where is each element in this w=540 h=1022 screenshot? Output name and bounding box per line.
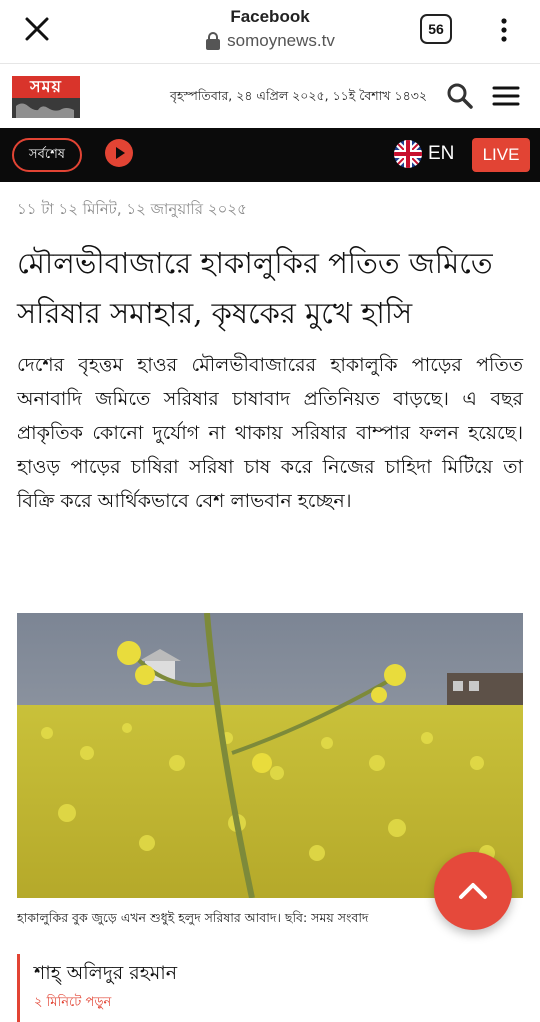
address-area[interactable] bbox=[0, 6, 540, 54]
tab-switcher-button[interactable]: 56 bbox=[420, 14, 452, 44]
browser-toolbar bbox=[0, 0, 540, 64]
article-byline bbox=[17, 954, 523, 1022]
play-icon[interactable] bbox=[104, 138, 134, 168]
search-icon[interactable] bbox=[446, 82, 474, 110]
nav-bar bbox=[0, 128, 540, 182]
article-lead: দেশের বৃহত্তম হাওর মৌলভীবাজারের হাকালুকি পাড়ের পতিত অনাবাদি জমিতে সরিষার চাষাবাদ প্রতিনিয়ত বাড়ছে। এ বছর প্রাকৃতিক কোনো দুর্যোগ না থাকায় সরিষার বাম্পার ফলন হয়েছে। হাওড় পাড়ের চাষিরা সরিষা চাষ করে নিজের চাহিদা মিটিয়ে তা বিক্রি করে আর্থিকভাবে বেশ লাভবান হচ্ছেন। bbox=[17, 354, 523, 512]
article-timestamp: ১১ টা ১২ মিনিট, ১২ জানুয়ারি ২০২৫ bbox=[17, 200, 247, 218]
more-options-icon[interactable] bbox=[494, 16, 514, 44]
read-time: ২ মিনিটে পড়ুন bbox=[34, 995, 112, 1010]
chevron-up-icon bbox=[455, 873, 491, 909]
author-name[interactable]: শাহ্ অলিদুর রহমান bbox=[34, 962, 178, 984]
site-logo[interactable] bbox=[12, 76, 80, 118]
header-date: বৃহস্পতিবার, ২৪ এপ্রিল ২০২৫, ১১ই বৈশাখ ১৪৩২ bbox=[170, 88, 427, 103]
page-source-title: Facebook bbox=[230, 7, 310, 26]
site-header bbox=[0, 64, 540, 128]
language-label: EN bbox=[428, 143, 455, 164]
logo-text: সময় bbox=[30, 77, 62, 96]
lock-icon bbox=[205, 32, 221, 50]
language-switch[interactable] bbox=[394, 140, 454, 168]
latest-news-button[interactable]: সর্বশেষ bbox=[12, 138, 82, 172]
url-display[interactable] bbox=[205, 28, 335, 54]
uk-flag-icon bbox=[394, 140, 422, 168]
scroll-to-top-button[interactable] bbox=[434, 852, 512, 930]
hamburger-menu-icon[interactable] bbox=[492, 84, 520, 108]
photo-caption: হাকালুকির বুক জুড়ে এখন শুধুই হলুদ সরিষার আবাদ। ছবি: সময় সংবাদ bbox=[17, 910, 369, 925]
article-headline: মৌলভীবাজারে হাকালুকির পতিত জমিতে সরিষার সমাহার, কৃষকের মুখে হাসি bbox=[17, 246, 493, 330]
article-photo[interactable] bbox=[17, 613, 523, 898]
logo-map-graphic bbox=[12, 98, 80, 118]
live-button[interactable]: LIVE bbox=[472, 138, 530, 172]
article bbox=[17, 182, 523, 518]
url-text: somoynews.tv bbox=[227, 31, 335, 50]
